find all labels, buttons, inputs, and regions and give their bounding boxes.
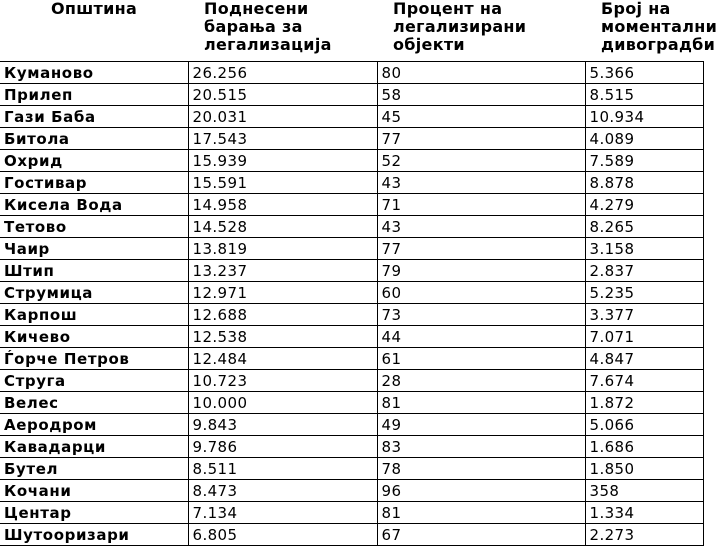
percent-cell: 28 [377,370,585,392]
wild-cell: 1.850 [585,458,703,480]
wild-cell: 3.158 [585,238,703,260]
percent-cell: 79 [377,260,585,282]
table-row [0,194,703,216]
requests-cell: 26.256 [188,62,377,84]
municipality-cell: Струга [0,370,188,392]
wild-cell: 8.265 [585,216,703,238]
percent-cell: 43 [377,216,585,238]
table-row [0,150,703,172]
table-row [0,172,703,194]
percent-cell: 73 [377,304,585,326]
table-row [0,348,703,370]
percent-cell: 81 [377,392,585,414]
municipality-cell: Гази Баба [0,106,188,128]
percent-cell: 78 [377,458,585,480]
wild-cell: 3.377 [585,304,703,326]
requests-cell: 20.515 [188,84,377,106]
table-row [0,436,703,458]
table-row [0,392,703,414]
municipality-cell: Битола [0,128,188,150]
wild-cell: 4.279 [585,194,703,216]
table-row [0,480,703,502]
municipality-cell: Штип [0,260,188,282]
wild-cell: 8.515 [585,84,703,106]
municipality-cell: Кичево [0,326,188,348]
percent-cell: 81 [377,502,585,524]
header-wild-label: Број на моментални дивоградби [601,0,717,54]
municipality-cell: Тетово [0,216,188,238]
requests-cell: 13.819 [188,238,377,260]
percent-cell: 58 [377,84,585,106]
requests-cell: 13.237 [188,260,377,282]
requests-cell: 10.000 [188,392,377,414]
municipality-cell: Чаир [0,238,188,260]
requests-cell: 10.723 [188,370,377,392]
table-row [0,106,703,128]
table-row [0,326,703,348]
municipality-cell: Карпош [0,304,188,326]
percent-cell: 83 [377,436,585,458]
wild-cell: 5.235 [585,282,703,304]
requests-cell: 17.543 [188,128,377,150]
wild-cell: 4.089 [585,128,703,150]
table-row [0,84,703,106]
percent-cell: 44 [377,326,585,348]
table-row [0,128,703,150]
table-row [0,282,703,304]
header-requests-label: Поднесени барања за легализација [204,0,332,54]
wild-cell: 2.837 [585,260,703,282]
header-municipality: Општина [50,0,138,18]
requests-cell: 6.805 [188,524,377,546]
percent-cell: 60 [377,282,585,304]
table-row [0,304,703,326]
wild-cell: 2.273 [585,524,703,546]
municipality-cell: Ѓорче Петров [0,348,188,370]
municipality-cell: Струмица [0,282,188,304]
wild-cell: 1.872 [585,392,703,414]
requests-cell: 7.134 [188,502,377,524]
requests-cell: 8.511 [188,458,377,480]
municipality-cell: Охрид [0,150,188,172]
requests-cell: 14.528 [188,216,377,238]
percent-cell: 96 [377,480,585,502]
requests-cell: 12.971 [188,282,377,304]
municipality-cell: Прилеп [0,84,188,106]
header-wild [585,0,717,62]
requests-cell: 12.538 [188,326,377,348]
municipality-cell: Аеродром [0,414,188,436]
municipality-cell: Кавадарци [0,436,188,458]
requests-cell: 12.688 [188,304,377,326]
requests-cell: 12.484 [188,348,377,370]
municipality-cell: Бутел [0,458,188,480]
table-row [0,458,703,480]
header-requests [188,0,377,62]
header-percent [377,0,585,62]
municipality-cell: Гостивар [0,172,188,194]
wild-cell: 1.686 [585,436,703,458]
wild-cell: 5.066 [585,414,703,436]
wild-cell: 358 [585,480,703,502]
wild-cell: 4.847 [585,348,703,370]
percent-cell: 67 [377,524,585,546]
requests-cell: 8.473 [188,480,377,502]
percent-cell: 43 [377,172,585,194]
percent-cell: 77 [377,238,585,260]
municipality-cell: Центар [0,502,188,524]
wild-cell: 7.674 [585,370,703,392]
table-body [0,62,703,546]
table-row [0,216,703,238]
requests-cell: 20.031 [188,106,377,128]
requests-cell: 15.591 [188,172,377,194]
requests-cell: 15.939 [188,150,377,172]
percent-cell: 52 [377,150,585,172]
wild-cell: 8.878 [585,172,703,194]
table-row [0,524,703,546]
percent-cell: 71 [377,194,585,216]
wild-cell: 10.934 [585,106,703,128]
percent-cell: 77 [377,128,585,150]
wild-cell: 7.589 [585,150,703,172]
table-row [0,238,703,260]
table-row [0,502,703,524]
municipality-cell: Шутооризари [0,524,188,546]
percent-cell: 61 [377,348,585,370]
table-row [0,414,703,436]
municipality-cell: Куманово [0,62,188,84]
municipality-cell: Кочани [0,480,188,502]
municipality-cell: Велес [0,392,188,414]
header-percent-label: Процент на легализирани објекти [393,0,527,54]
header-row [0,0,703,62]
wild-cell: 1.334 [585,502,703,524]
requests-cell: 9.786 [188,436,377,458]
requests-cell: 9.843 [188,414,377,436]
wild-cell: 5.366 [585,62,703,84]
requests-cell: 14.958 [188,194,377,216]
percent-cell: 45 [377,106,585,128]
table-row [0,370,703,392]
wild-cell: 7.071 [585,326,703,348]
table-row [0,260,703,282]
municipality-cell: Кисела Вода [0,194,188,216]
table-row [0,62,703,84]
percent-cell: 80 [377,62,585,84]
percent-cell: 49 [377,414,585,436]
